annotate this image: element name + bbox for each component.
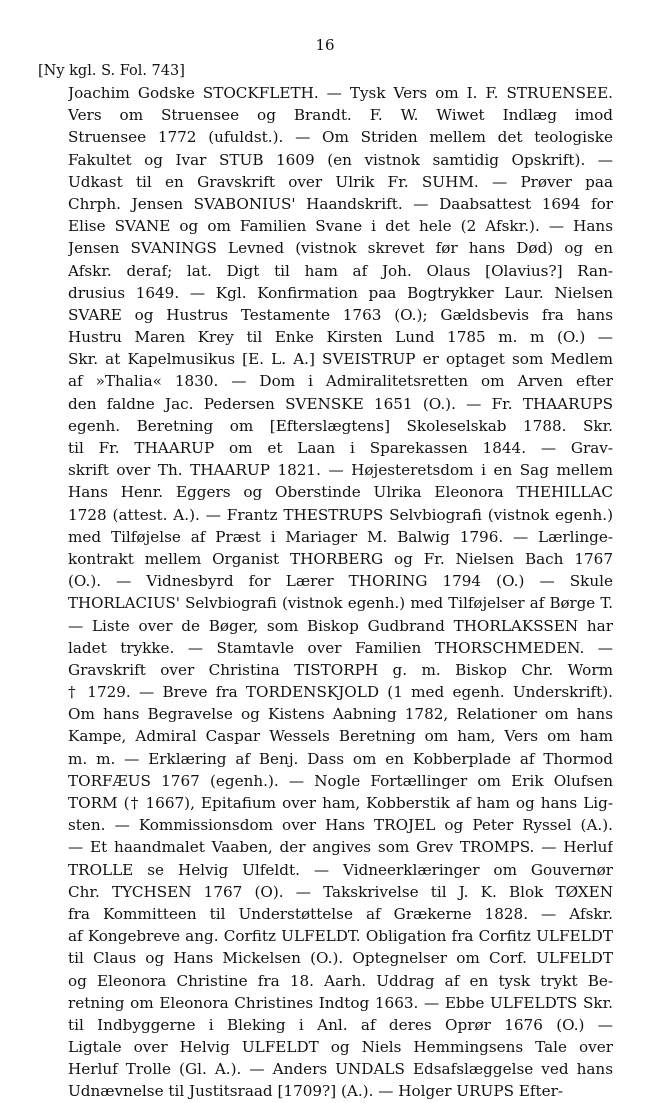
text-line: af »Thalia« 1830. — Dom i Admiralitetsretten om Arven efter bbox=[68, 372, 613, 391]
text-line: drusius 1649. — Kgl. Konfirmation paa Bogtrykker Laur. Nielsen bbox=[68, 283, 613, 302]
text-line: Om hans Begravelse og Kistens Aabning 1782, Relationer om hans bbox=[68, 705, 613, 724]
text-line: Hans Henr. Eggers og Oberstinde Ulrika Eleonora THEHILLAC bbox=[68, 483, 613, 502]
text-line: Herluf Trolle (Gl. A.). — Anders UNDALS Edsafslæggelse ved hans bbox=[68, 1060, 613, 1079]
text-line: Elise SVANE og om Familien Svane i det hele (2 Afskr.). — Hans bbox=[68, 217, 613, 236]
text-line: (O.). — Vidnesbyrd for Lærer THORING 1794 (O.) — Skule bbox=[68, 572, 613, 591]
text-line: Ligtale over Helvig ULFELDT og Niels Hemmingsens Tale over bbox=[68, 1038, 613, 1057]
text-line: 1728 (attest. A.). — Frantz THESTRUPS Selvbiografi (vistnok egenh.) bbox=[68, 505, 613, 524]
text-line: Kampe, Admiral Caspar Wessels Beretning om ham, Vers om ham bbox=[68, 727, 613, 746]
text-line: den faldne Jac. Pedersen SVENSKE 1651 (O.). — Fr. THAARUPS bbox=[68, 394, 613, 413]
text-line: — Liste over de Bøger, som Biskop Gudbrand THORLAKSSEN har bbox=[68, 616, 613, 635]
text-line: til Indbyggerne i Bleking i Anl. af deres Oprør 1676 (O.) — bbox=[68, 1015, 613, 1034]
page-number: 16 bbox=[315, 36, 335, 54]
text-line: til Fr. THAARUP om et Laan i Sparekassen 1844. — Grav- bbox=[68, 439, 613, 457]
catalogue-entries bbox=[68, 82, 613, 1103]
text-line: Udnævnelse til Justitsraad [1709?] (A.). — Holger URUPS Efter- bbox=[68, 1082, 563, 1101]
text-line: Jensen SVANINGS Levned (vistnok skrevet før hans Død) og en bbox=[68, 239, 613, 258]
text-line: ladet trykke. — Stamtavle over Familien THORSCHMEDEN. — bbox=[68, 638, 613, 657]
text-line: til Claus og Hans Mickelsen (O.). Optegnelser om Corf. ULFELDT bbox=[68, 949, 613, 968]
text-line: egenh. Beretning om [Efterslægtens] Skoleselskab 1788. Skr. bbox=[68, 416, 613, 435]
text-line: sten. — Kommissionsdom over Hans TROJEL og Peter Ryssel (A.). bbox=[68, 816, 613, 835]
text-line: Fakultet og Ivar STUB 1609 (en vistnok samtidig Opskrift). — bbox=[68, 150, 613, 169]
text-line: Joachim Godske STOCKFLETH. — Tysk Vers om I. F. STRUENSEE. bbox=[68, 84, 613, 102]
text-line: Skr. at Kapelmusikus [E. L. A.] SVEISTRUP er optaget som Medlem bbox=[68, 350, 613, 369]
shelfmark: [Ny kgl. S. Fol. 743] bbox=[38, 63, 185, 79]
text-line: Vers om Struensee og Brandt. F. W. Wiwet Indlæg imod bbox=[68, 106, 613, 125]
text-line: kontrakt mellem Organist THORBERG og Fr. Nielsen Bach 1767 bbox=[68, 549, 613, 568]
text-line: med Tilføjelse af Præst i Mariager M. Balwig 1796. — Lærlinge- bbox=[68, 527, 613, 546]
text-line: TROLLE se Helvig Ulfeldt. — Vidneerklæringer om Gouvernør bbox=[68, 860, 613, 879]
text-line: skrift over Th. THAARUP 1821. — Højesteretsdom i en Sag mellem bbox=[68, 461, 613, 480]
text-line: og Eleonora Christine fra 18. Aarh. Uddrag af en tysk trykt Be- bbox=[68, 971, 613, 990]
text-line: m. m. — Erklæring af Benj. Dass om en Kobberplade af Thormod bbox=[68, 749, 613, 768]
text-line: Struensee 1772 (ufuldst.). — Om Striden mellem det teologiske bbox=[68, 128, 613, 147]
text-line: Afskr. deraf; lat. Digt til ham af Joh. Olaus [Olavius?] Ran- bbox=[68, 261, 613, 280]
text-line: † 1729. — Breve fra TORDENSKJOLD (1 med egenh. Underskrift). bbox=[68, 683, 613, 702]
text-line: Chrph. Jensen SVABONIUS' Haandskrift. — Daabsattest 1694 for bbox=[68, 194, 613, 213]
text-line: Chr. TYCHSEN 1767 (O). — Takskrivelse til J. K. Blok TØXEN bbox=[68, 882, 613, 901]
text-line: TORM († 1667), Epitafium over ham, Kobberstik af ham og hans Lig- bbox=[68, 794, 613, 812]
text-line: retning om Eleonora Christines Indtog 1663. — Ebbe ULFELDTS Skr. bbox=[68, 993, 613, 1012]
text-line: Udkast til en Gravskrift over Ulrik Fr. SUHM. — Prøver paa bbox=[68, 172, 613, 191]
text-line: THORLACIUS' Selvbiografi (vistnok egenh.) med Tilføjelser af Børge T. bbox=[68, 594, 613, 613]
text-line: SVARE og Hustrus Testamente 1763 (O.); Gældsbevis fra hans bbox=[68, 305, 613, 324]
text-line: Hustru Maren Krey til Enke Kirsten Lund 1785 m. m (O.) — bbox=[68, 328, 613, 347]
text-line: fra Kommitteen til Understøttelse af Grækerne 1828. — Afskr. bbox=[68, 904, 613, 923]
text-line: TORFÆUS 1767 (egenh.). — Nogle Fortællinger om Erik Olufsen bbox=[68, 771, 613, 790]
text-line: — Et haandmalet Vaaben, der angives som Grev TROMPS. — Herluf bbox=[68, 838, 613, 857]
text-line: Gravskrift over Christina TISTORPH g. m. Biskop Chr. Worm bbox=[68, 660, 613, 679]
text-line: af Kongebreve ang. Corfitz ULFELDT. Obligation fra Corfitz ULFELDT bbox=[68, 927, 613, 946]
